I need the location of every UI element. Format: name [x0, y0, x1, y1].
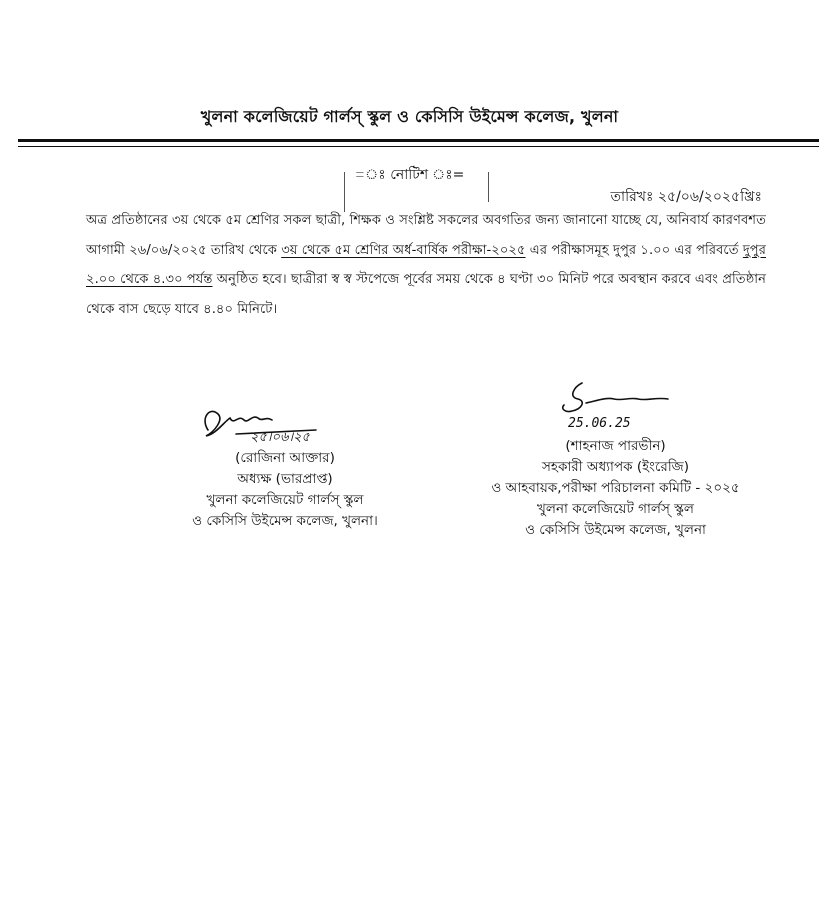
body-underlined-time: দুপুর ২.০০ থেকে ৪.৩০ পর্যন্ত [86, 242, 766, 287]
notice-date: তারিখঃ ২৫/০৬/২০২৫খ্রিঃ [610, 189, 762, 205]
signatory-left-org-1: খুলনা কলেজিয়েট গার্লস্‌ স্কুল [206, 492, 364, 508]
signatory-right-org-2: ও কেসিসি উইমেন্স কলেজ, খুলনা [525, 522, 706, 538]
signature-right-date: 25.06.25 [568, 416, 631, 431]
header-rule-thin [18, 146, 819, 147]
body-text-3: অনুষ্ঠিত হবে। ছাত্রীরা স্ব স্ব স্টপেজে পূর্বের সময় থেকে ৪ ঘণ্টা ৩০ মিনিট পরে অবস্থান করবে এবং প্রতিষ্ঠান থেকে বাস ছেড়ে যাবে ৪.৪০ মিনিটে। [86, 272, 766, 317]
body-text-2: এর পরীক্ষাসমূহ দুপুর ১.০০ এর পরিবর্তে [525, 242, 743, 258]
signatory-left-title: অধ্যক্ষ (ভারপ্রাপ্ত) [237, 471, 333, 487]
signatory-right-title: সহকারী অধ্যাপক (ইংরেজি) [541, 459, 690, 475]
notice-heading: =ঃ নোটিশ ঃ= [354, 167, 465, 183]
signature-left-date: ২৫।০৬।২৫ [250, 430, 310, 445]
institution-title: খুলনা কলেজিয়েট গার্লস্‌ স্কুল ও কেসিসি উইমেন্স কলেজ, খুলনা [200, 107, 619, 126]
body-text-1: অত্র প্রতিষ্ঠানের ৩য় থেকে ৫ম শ্রেণির সকল ছাত্রী, শিক্ষক ও সংশ্লিষ্ট সকলের অবগতির জন্য জানানো যাচ্ছে যে, অনিবার্য কারণবশত আগামী ২৬/০৬/২০২৫ তারিখ থেকে [86, 213, 766, 258]
signatory-right-org-1: খুলনা কলেজিয়েট গার্লস্‌ স্কুল [537, 501, 694, 517]
header-rule-thick [18, 139, 819, 142]
signatory-left-org-2: ও কেসিসি উইমেন্স কলেজ, খুলনা। [192, 513, 378, 529]
notice-body [86, 206, 766, 324]
signatory-left-block [150, 448, 420, 532]
body-underlined-exam: ৩য় থেকে ৫ম শ্রেণির অর্ধ-বার্ষিক পরীক্ষা-২০২৫ [281, 242, 526, 258]
signatory-right-role: ও আহবায়ক,পরীক্ষা পরিচালনা কমিটি - ২০২৫ [491, 480, 740, 496]
signatory-right-name: (শাহনাজ পারভীন) [565, 438, 666, 454]
signatory-left-name: (রোজিনা আক্তার) [235, 450, 335, 466]
signatory-right-block [448, 436, 783, 541]
